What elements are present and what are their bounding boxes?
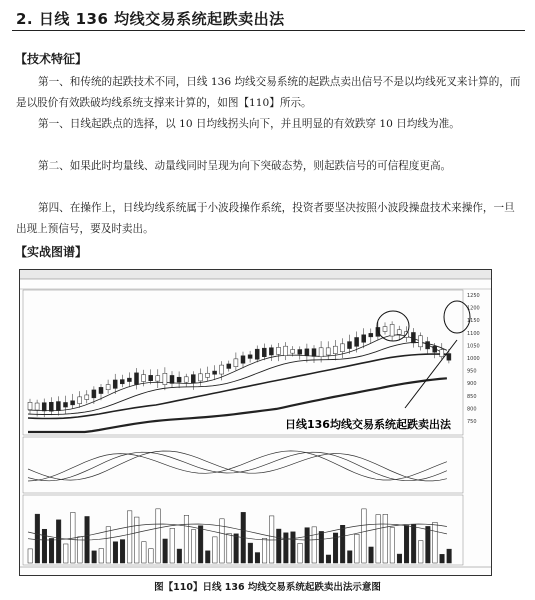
paragraph-1: 第一、和传统的起跌技术不同，日线 136 均线交易系统的起跌点卖出信号不是以均线死叉来计算的，而是以股价有效跌破均线系统支撑来计算的，如图【110】所示。 [16, 76, 521, 109]
candle-body [191, 375, 195, 383]
candle-body [49, 402, 53, 411]
volume-bar [42, 529, 47, 563]
paragraph-4: 第四、在操作上，日线均线系统属于小波段操作系统，投资者要坚决按照小波段操盘技术来操作，一旦出现上预信号，要及时卖出。 [16, 202, 515, 235]
candle-body [269, 348, 273, 355]
candle-body [220, 365, 224, 374]
candle-body [28, 402, 32, 409]
volume-bar [106, 527, 111, 563]
candle-body [227, 364, 231, 369]
volume-bar [198, 526, 203, 563]
candle-body [447, 354, 451, 361]
candle-body [71, 401, 75, 405]
candle-body [440, 350, 444, 357]
volume-bar [92, 551, 97, 563]
candle-body [411, 332, 415, 342]
volume-bar [149, 549, 154, 563]
page-title: 2. 日线 136 均线交易系统起跌卖出法 [16, 10, 285, 28]
candle-body [56, 402, 60, 411]
volume-bar [305, 528, 310, 563]
volume-bar [319, 531, 324, 563]
volume-bar [355, 534, 360, 563]
candle-body [234, 359, 238, 367]
candle-body [120, 380, 124, 384]
candle-body [85, 395, 89, 400]
candle-body [326, 348, 330, 355]
candle-body [369, 333, 373, 336]
price-axis-tick: 850 [467, 393, 477, 400]
candle-body [149, 375, 153, 380]
volume-bar [184, 515, 189, 563]
price-axis-tick: 750 [467, 419, 477, 425]
volume-bar [440, 554, 445, 563]
volume-bars [28, 509, 451, 563]
candle-body [170, 375, 174, 383]
volume-bar [227, 533, 232, 563]
volume-bar [113, 542, 118, 563]
volume-bar [206, 551, 211, 563]
volume-bar [376, 515, 381, 563]
candle-body [305, 349, 309, 356]
volume-bar [383, 514, 388, 563]
sell-point-circle-2 [444, 301, 470, 333]
volume-bar [64, 544, 69, 563]
volume-bar [99, 549, 104, 563]
section-heading-tech-features: 【技术特征】 [15, 52, 88, 66]
price-axis-tick: 1200 [467, 305, 480, 312]
volume-bar [220, 519, 225, 563]
volume-bar [35, 514, 40, 563]
chart-menubar [20, 270, 491, 279]
candle-body [355, 337, 359, 346]
volume-bar [369, 547, 374, 563]
candle-body [419, 336, 423, 347]
candle-body [312, 349, 316, 357]
price-axis-tick: 950 [467, 368, 477, 375]
candle-body [433, 346, 437, 352]
candle-body [390, 324, 394, 336]
candle-body [333, 346, 337, 353]
candle-body [92, 390, 96, 398]
candle-body [255, 349, 259, 359]
price-axis-tick: 1250 [467, 293, 480, 299]
volume-bar [390, 528, 395, 563]
volume-bar [397, 554, 402, 563]
volume-bar [255, 553, 260, 563]
volume-bar [120, 540, 125, 563]
volume-bar [326, 555, 331, 563]
volume-bar [269, 516, 274, 563]
candle-body [248, 355, 252, 359]
candle-body [142, 375, 146, 382]
title-underline [12, 30, 525, 31]
candle-body [262, 348, 266, 357]
candle-body [35, 403, 39, 410]
volume-bar [248, 543, 253, 563]
candle-body [127, 378, 131, 381]
pointer-line [405, 340, 457, 408]
volume-bar [362, 509, 367, 563]
candle-body [135, 373, 139, 385]
volume-bar [56, 520, 61, 563]
volume-bar [234, 534, 239, 563]
candle-body [99, 387, 103, 393]
candle-body [284, 346, 288, 355]
volume-bar [404, 525, 409, 563]
volume-bar [447, 549, 452, 563]
volume-bar [49, 538, 54, 563]
volume-bar [312, 527, 317, 563]
volume-bar [78, 537, 83, 563]
paragraph-2: 第一、日线起跌点的选择，以 10 日均线拐头向下，并且明显的有效跌穿 10 日均线为准。 [38, 118, 460, 130]
volume-bar [28, 549, 33, 563]
volume-bar [433, 522, 438, 563]
figure-caption: 图【110】日线 136 均线交易系统起跌卖出法示意图 [154, 582, 381, 593]
volume-bar [277, 529, 282, 563]
volume-bar [291, 532, 296, 563]
volume-bar [142, 542, 147, 563]
candle-body [78, 397, 82, 404]
ma-line [28, 335, 447, 411]
volume-bar [340, 525, 345, 563]
volume-bar [298, 543, 303, 563]
volume-bar [348, 551, 353, 563]
candle-body [64, 402, 68, 407]
candle-body [397, 330, 401, 335]
candle-body [163, 373, 167, 384]
volume-bar [411, 525, 416, 563]
price-axis-tick: 900 [467, 381, 477, 388]
price-axis-tick: 1100 [467, 330, 480, 337]
price-axis-tick: 1000 [467, 356, 480, 362]
volume-bar [127, 511, 131, 563]
volume-bar [426, 526, 431, 563]
price-axis-tick: 800 [467, 406, 477, 413]
candle-body [206, 373, 210, 377]
candle-body [177, 377, 181, 382]
candle-body [213, 371, 217, 374]
candle-body [426, 342, 430, 349]
ma-line [28, 343, 447, 415]
volume-bar [284, 533, 289, 563]
candle-body [184, 377, 188, 382]
candle-body [42, 403, 46, 411]
candle-body [106, 385, 110, 390]
indicator-lines [28, 451, 447, 481]
candle-body [241, 356, 245, 363]
stock-chart-svg [20, 270, 491, 575]
candle-body [348, 342, 352, 349]
candle-body [113, 380, 117, 388]
volume-bar [135, 517, 140, 563]
candle-body [340, 344, 344, 352]
candle-body [383, 327, 387, 332]
stock-chart-figure [19, 269, 492, 576]
section-heading-example-chart: 【实战图谱】 [15, 245, 88, 259]
candle-body [198, 374, 202, 381]
volume-bar [156, 509, 161, 563]
candle-body [319, 348, 323, 357]
volume-bar [262, 538, 267, 563]
volume-bar [213, 537, 218, 563]
paragraph-3: 第二、如果此时均量线、动量线同时呈现为向下突破态势，则起跌信号的可信程度更高。 [38, 160, 452, 172]
volume-bar [419, 541, 424, 563]
candle-body [362, 335, 366, 343]
price-axis [467, 293, 480, 425]
candle-body [291, 349, 295, 353]
candle-body [298, 350, 302, 355]
volume-bar [163, 539, 168, 563]
chart-annotation: 日线136均线交易系统起跌卖出法 [285, 418, 451, 431]
volume-bar [170, 528, 175, 563]
price-axis-tick: 1150 [467, 318, 480, 325]
indicator-panel [23, 437, 463, 493]
price-axis-tick: 1050 [467, 343, 480, 350]
volume-bar [177, 549, 182, 563]
volume-bar [191, 530, 196, 563]
candle-body [277, 347, 281, 354]
candle-body [156, 376, 160, 381]
